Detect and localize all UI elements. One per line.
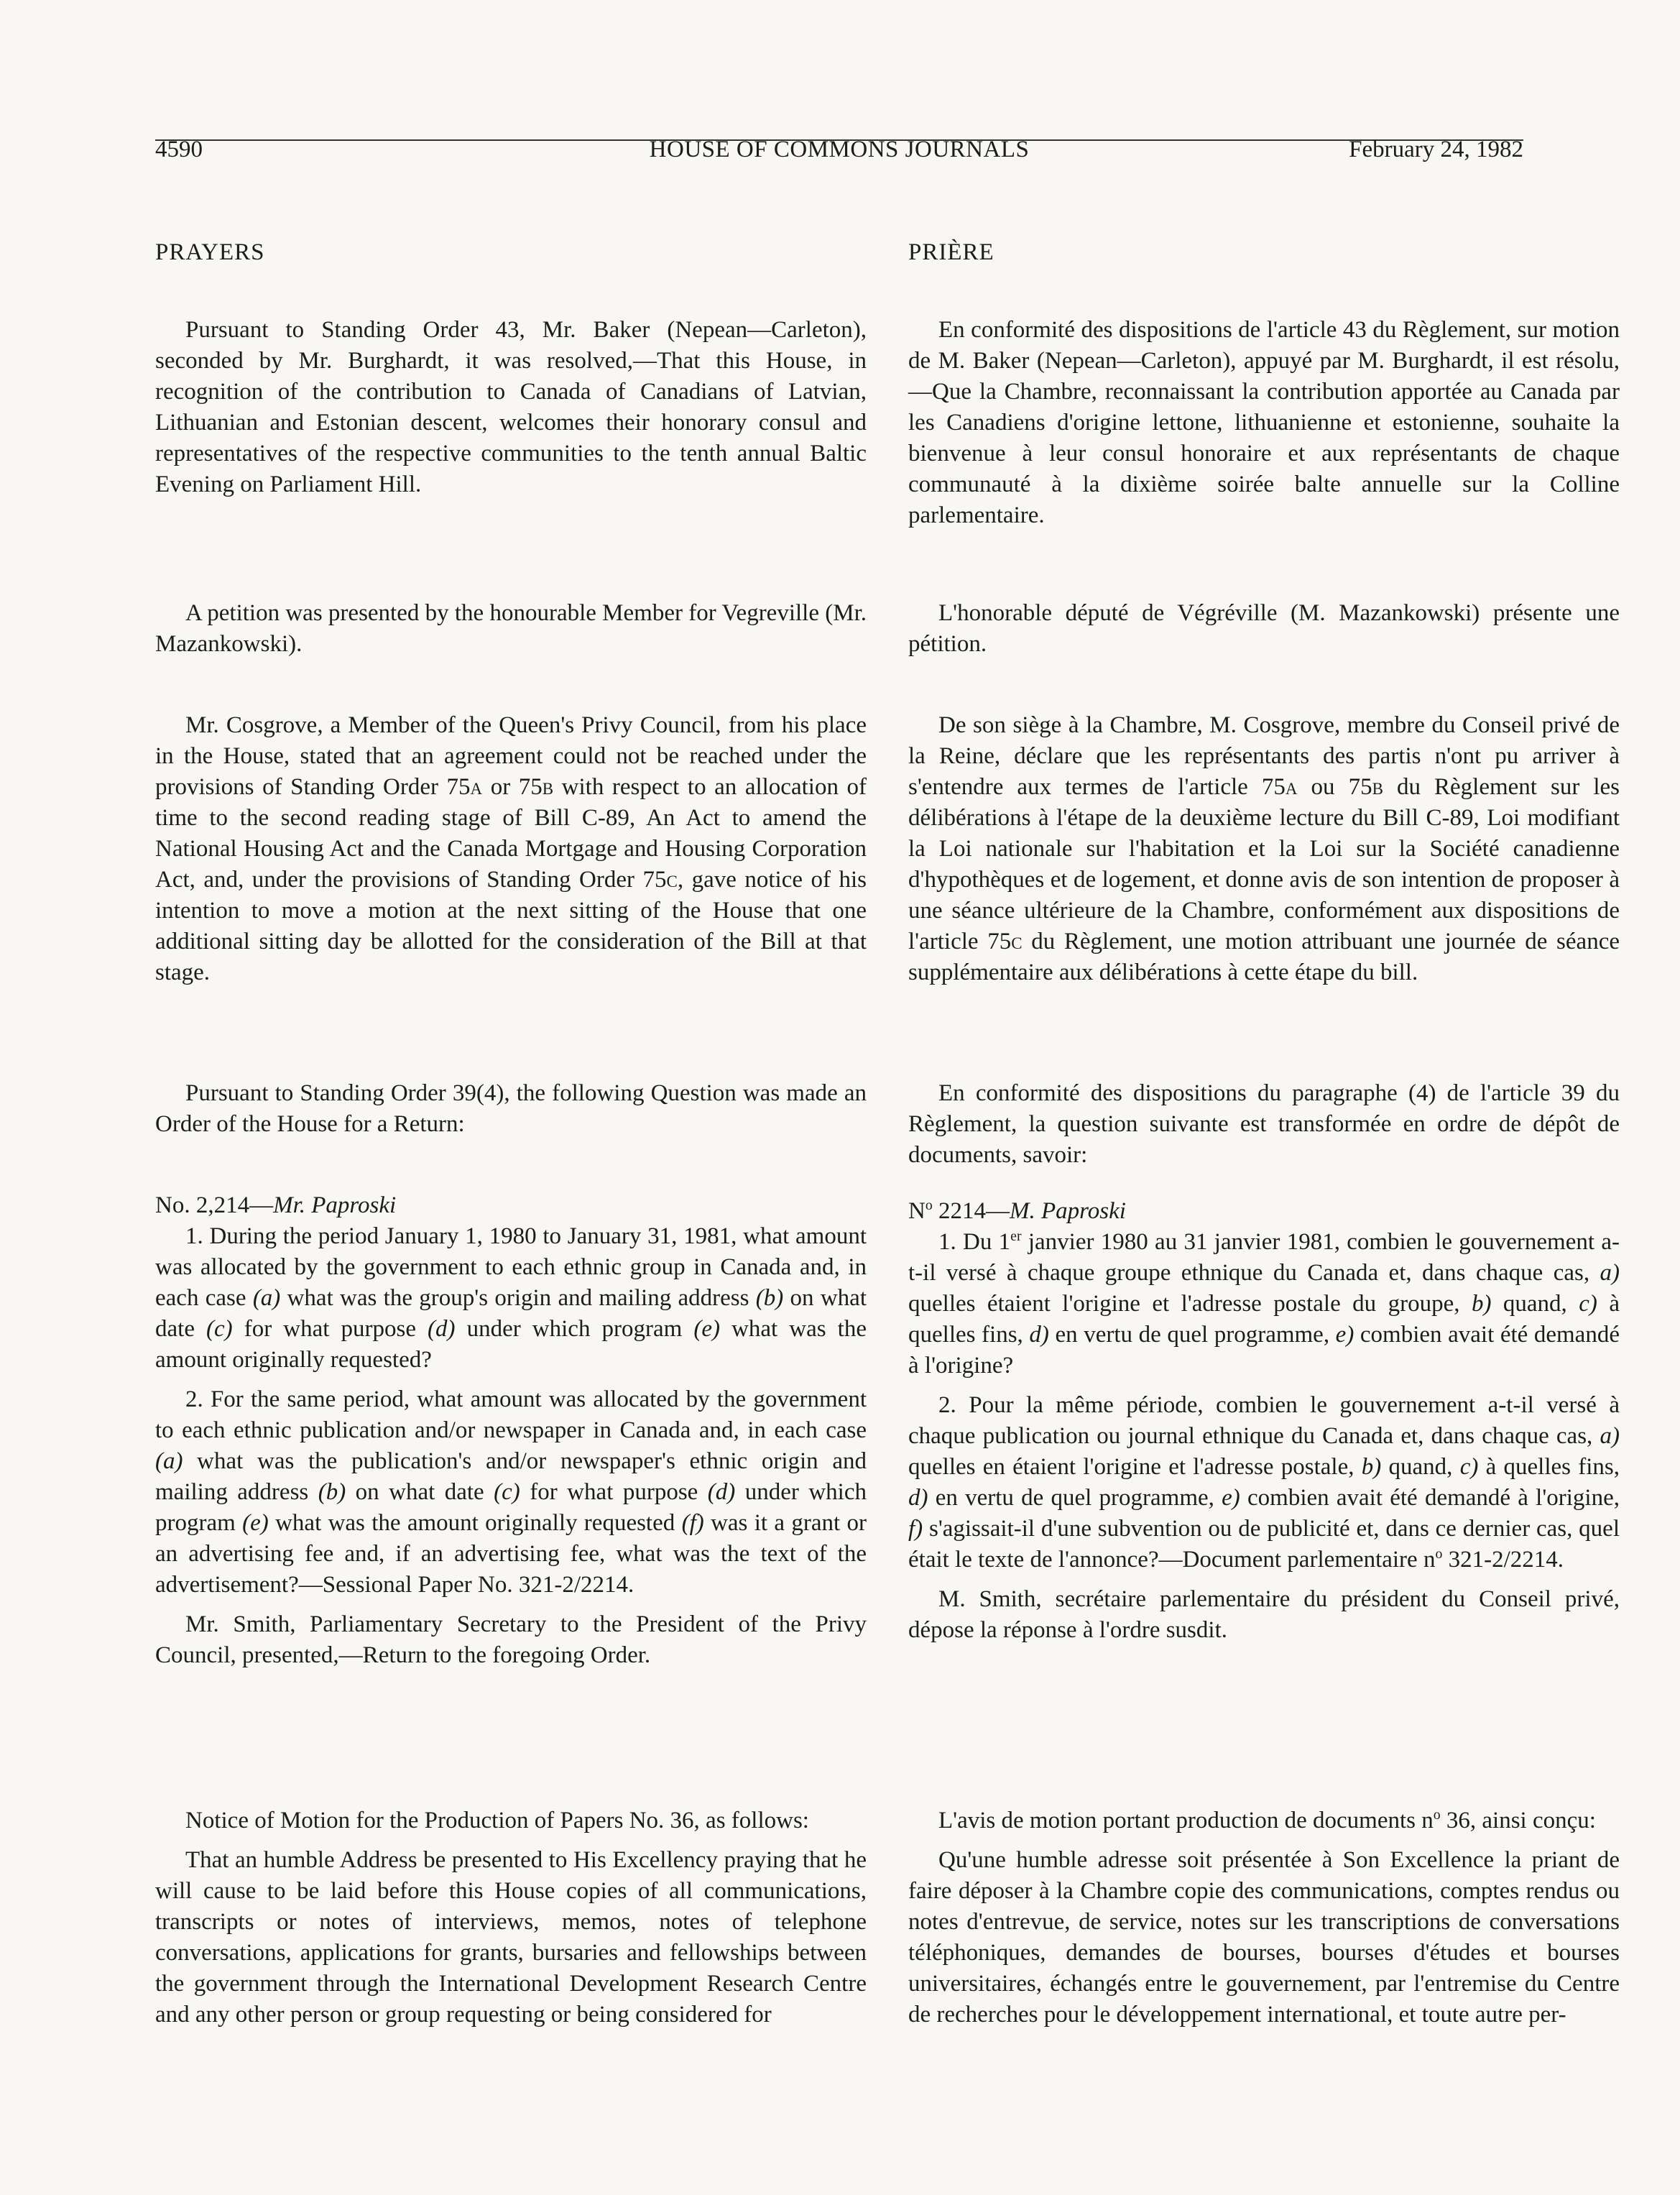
question-part-2: 2. For the same period, what amount was allocated by the government to each ethnic publication and/or newspaper in Canada and, in each case (a) what was the publication's and/or newspaper's ethnic origin and mailing address (b) on what date (c) for what purpose (d) under which program (e) what was the amount originally requested (f) was it a grant or an advertising fee and, if an advertising fee, what was the text of the advertisement?—Sessional Paper No. 321-2/2214. [155, 1386, 867, 1598]
notice-body-fr: Qu'une humble adresse soit présentée à Son Excellence la priant de faire déposer à la Chambre copie des communications, comptes rendus ou notes d'entrevue, de service, notes sur les transcriptions de conversations téléphoniques, demandes de bourses, bourses d'études et bourses universitaires, échangés entre le gouvernement, par l'entremise du Centre de recherches pour le développement international, et toute autre per- [908, 1847, 1620, 2028]
notice-of-motion-block [155, 1805, 867, 2030]
petition-text: A petition was presented by the honourable Member for Vegreville (Mr. Mazankowski). [155, 600, 867, 657]
petition-block [155, 598, 867, 660]
petition-text-fr: L'honorable député de Végréville (M. Mazankowski) présente une pétition. [908, 600, 1620, 657]
notice-of-motion-fr-block [908, 1805, 1620, 2030]
priere-heading-block [908, 237, 1620, 268]
question-part-1: 1. During the period January 1, 1980 to January 31, 1981, what amount was allocated by the government to each ethnic group in Canada and, in each case (a) what was the group's origin and mailing address (b) on what date (c) for what purpose (d) under which program (e) what was the amount originally requested? [155, 1223, 867, 1373]
cosgrove-notice-fr: De son siège à la Chambre, M. Cosgrove, membre du Conseil privé de la Reine, déclare que les représentants des partis n'ont pu arriver à s'entendre aux termes de l'article 75a ou 75b du Règlement sur les délibérations à l'étape de la deuxième lecture du Bill C-89, Loi modifiant la Loi nationale sur l'habitation et la Loi sur la Société canadienne d'hypothèques et de logement, et donne avis de son intention de proposer à une séance ultérieure de la Chambre, conformément aux dispositions de l'article 75c du Règlement, une motion attribuant une journée de séance supplémentaire aux délibérations à cette étape du bill. [908, 712, 1620, 985]
question-part-1-fr: 1. Du 1er janvier 1980 au 31 janvier 1981, combien le gouvernement a-t-il versé à chaque groupe ethnique du Canada et, dans chaque cas, a) quelles étaient l'origine et l'adresse postale du groupe, b) quand, c) à quelles fins, d) en vertu de quel programme, e) combien avait été demandé à l'origine? [908, 1228, 1620, 1379]
question-response: Mr. Smith, Parliamentary Secretary to the President of the Privy Council, presented,—Return to the foregoing Order. [155, 1611, 867, 1668]
petition-fr-block [908, 598, 1620, 660]
priere-heading: PRIÈRE [908, 239, 994, 265]
question-fr-block [908, 1190, 1620, 1646]
cosgrove-notice-block [155, 710, 867, 988]
running-title: HOUSE OF COMMONS JOURNALS [649, 137, 1030, 162]
notice-intro: Notice of Motion for the Production of Papers No. 36, as follows: [185, 1808, 809, 1833]
question-part-2-fr: 2. Pour la même période, combien le gouvernement a-t-il versé à chaque publication ou journal ethnique du Canada et, dans chaque cas, a) quelles en étaient l'origine et l'adresse postale, b) quand, c) à quelles fins, d) en vertu de quel programme, e) combien avait été demandé à l'origine, f) s'agissait-il d'une subvention ou de publicité et, dans ce dernier cas, quel était le texte de l'annonce?—Document parlementaire $n^o$ 321-2/2214. [908, 1392, 1620, 1573]
question-heading-fr: $N^o$ 2214—M. Paproski [908, 1197, 1126, 1224]
journal-date: February 24, 1982 [1349, 137, 1523, 162]
page-number: 4590 [155, 137, 203, 162]
baltic-motion-block [155, 315, 867, 500]
baltic-motion-fr: En conformité des dispositions de l'article 43 du Règlement, sur motion de M. Baker (Nepean—Carleton), appuyé par M. Burghardt, il est résolu,—Que la Chambre, reconnaissant la contribution apportée au Canada par les Canadiens d'origine lettone, lithuanienne et estonienne, souhaite la bienvenue à leur consul honoraire et aux représentants de chaque communauté à la dixième soirée balte annuelle sur la Colline parlementaire. [908, 317, 1620, 528]
cosgrove-notice: Mr. Cosgrove, a Member of the Queen's Privy Council, from his place in the House, stated that an agreement could not be reached under the provisions of Standing Order 75a or 75b with respect to an allocation of time to the second reading stage of Bill C-89, An Act to amend the National Housing Act and the Canada Mortgage and Housing Corporation Act, and, under the provisions of Standing Order 75c, gave notice of his intention to move a motion at the next sitting of the House that one additional sitting day be allotted for the consideration of the Bill at that stage. [155, 712, 867, 985]
return-intro: Pursuant to Standing Order 39(4), the following Question was made an Order of the House for a Return: [155, 1080, 867, 1137]
page-header [155, 135, 1523, 162]
question-response-fr: M. Smith, secrétaire parlementaire du président du Conseil privé, dépose la réponse à l'ordre susdit. [908, 1586, 1620, 1643]
return-intro-block [155, 1078, 867, 1140]
prayers-heading-block [155, 237, 867, 268]
question-block [155, 1190, 867, 1671]
notice-intro-fr: L'avis de motion portant production de documents $n^o$ 36, ainsi conçu: [938, 1807, 1596, 1833]
baltic-motion: Pursuant to Standing Order 43, Mr. Baker (Nepean—Carleton), seconded by Mr. Burghardt, it was resolved,—That this House, in recognition of the contribution to Canada of Canadians of Latvian, Lithuanian and Estonian descent, welcomes their honorary consul and representatives of the respective communities to the tenth annual Baltic Evening on Parliament Hill. [155, 317, 867, 497]
prayers-heading: PRAYERS [155, 239, 265, 265]
baltic-motion-fr-block [908, 315, 1620, 531]
cosgrove-notice-fr-block [908, 710, 1620, 988]
question-heading: No. 2,214—Mr. Paproski [155, 1192, 397, 1218]
return-intro-fr: En conformité des dispositions du paragraphe (4) de l'article 39 du Règlement, la question suivante est transformée en ordre de dépôt de documents, savoir: [908, 1080, 1620, 1168]
notice-body: That an humble Address be presented to His Excellency praying that he will cause to be laid before this House copies of all communications, transcripts or notes of interviews, memos, notes of telephone conversations, applications for grants, bursaries and fellowships between the government through the International Development Research Centre and any other person or group requesting or being considered for [155, 1847, 867, 2028]
return-intro-fr-block [908, 1078, 1620, 1171]
